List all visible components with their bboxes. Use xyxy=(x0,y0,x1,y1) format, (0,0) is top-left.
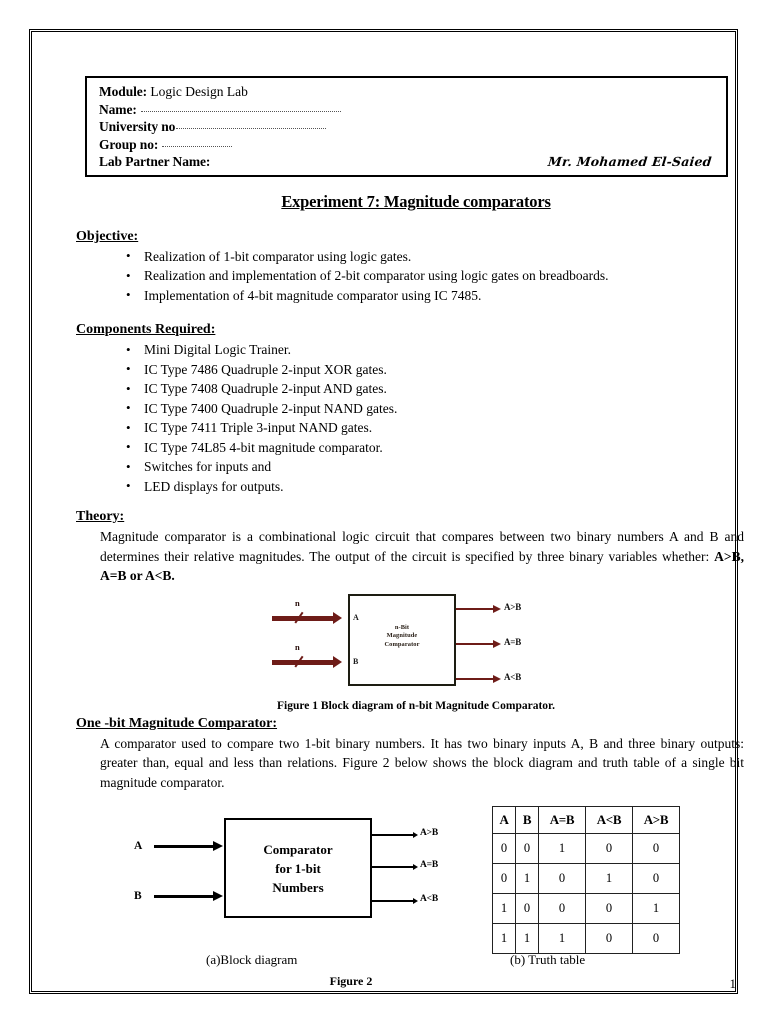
table-cell: 1 xyxy=(493,924,516,954)
truth-table xyxy=(492,806,680,954)
name-leader-line xyxy=(141,110,341,112)
lab-header-box xyxy=(85,76,728,177)
figure2-input-label-a: A xyxy=(134,840,143,852)
table-cell: 1 xyxy=(516,864,539,894)
objective-heading: Objective: xyxy=(76,228,139,244)
table-cell: 1 xyxy=(586,864,633,894)
list-item: • Realization and implementation of 2-bit comparator using logic gates on breadboards. xyxy=(144,266,756,286)
table-cell: 1 xyxy=(539,924,586,954)
figure1-output-arrow-gt xyxy=(456,608,494,611)
figure1-caption: Figure 1 Block diagram of n-bit Magnitude Comparator. xyxy=(277,699,555,712)
figure2-input-arrow-b xyxy=(154,895,214,898)
group-no-label: Group no: xyxy=(99,136,159,152)
list-item: • Implementation of 4-bit magnitude comparator using IC 7485. xyxy=(144,286,756,306)
table-cell: 0 xyxy=(516,834,539,864)
name-label: Name: xyxy=(99,101,137,117)
list-item: • LED displays for outputs. xyxy=(144,477,756,497)
figure2-caption-b: (b) Truth table xyxy=(510,952,586,967)
table-cell: 0 xyxy=(586,924,633,954)
module-label: Module: xyxy=(99,84,148,99)
list-item: • IC Type 74L85 4-bit magnitude comparator. xyxy=(144,438,756,458)
figure1-port-b: B xyxy=(353,656,359,666)
theory-heading: Theory: xyxy=(76,509,125,524)
figure2-comparator-block xyxy=(224,818,372,918)
table-header-cell: A xyxy=(493,807,516,834)
theory-relations-bold: A>B, A=B or A<B. xyxy=(100,548,744,583)
figure1-output-label-gt: A>B xyxy=(504,601,522,612)
table-cell: 0 xyxy=(493,834,516,864)
figure2-input-arrow-a xyxy=(154,845,214,848)
figure2-area xyxy=(76,802,756,952)
list-item: • IC Type 7400 Quadruple 2-input NAND gates. xyxy=(144,399,756,419)
lab-partner-label: Lab Partner Name: xyxy=(99,154,211,169)
table-header-cell: A<B xyxy=(586,807,633,834)
figure2-output-arrow-eq xyxy=(372,866,414,868)
table-header-row xyxy=(493,807,680,834)
components-list xyxy=(76,340,756,496)
table-cell: 0 xyxy=(633,864,680,894)
one-bit-comparator-paragraph: A comparator used to compare two 1-bit binary numbers. It has two binary inputs A, B and three binary outputs: greater than, equal and less than relations. Figure 2 below shows the block diagram and truth table of a single bit magnitude comparator. xyxy=(100,735,744,790)
figure1-bus-width-a: n xyxy=(295,597,300,608)
header-row-group xyxy=(99,136,716,154)
instructor-signature: Mr. Mohamed El-Saied xyxy=(547,154,713,169)
table-cell: 0 xyxy=(493,864,516,894)
group-leader-line xyxy=(162,145,232,147)
page-border xyxy=(31,31,744,992)
table-cell: 0 xyxy=(633,834,680,864)
figure2-caption-a: (a)Block diagram xyxy=(206,952,298,967)
header-row-lab-partner xyxy=(99,153,716,171)
list-item: • Realization of 1-bit comparator using logic gates. xyxy=(144,247,756,267)
module-value: Logic Design Lab xyxy=(150,84,248,99)
figure1-comparator-block xyxy=(348,594,456,686)
university-leader-line xyxy=(176,127,326,129)
figure2-output-label-gt: A>B xyxy=(420,828,439,838)
table-cell: 0 xyxy=(539,864,586,894)
figure1-block-label-line2: Magnitude xyxy=(386,632,418,640)
table-cell: 0 xyxy=(633,924,680,954)
header-row-module xyxy=(99,83,716,101)
figure2-output-arrow-gt xyxy=(372,834,414,836)
figure1-block-label xyxy=(350,624,454,650)
table-row xyxy=(493,834,680,864)
components-heading: Components Required: xyxy=(76,322,216,337)
figure2-block-label-line3: Numbers xyxy=(272,880,324,895)
list-item: • IC Type 7411 Triple 3-input NAND gates. xyxy=(144,418,756,438)
table-cell: 0 xyxy=(516,894,539,924)
header-row-name xyxy=(99,101,716,119)
objective-list xyxy=(76,247,756,306)
figure1-output-label-lt: A<B xyxy=(504,671,522,682)
figure1-input-arrow-b xyxy=(272,660,334,665)
table-header-cell: B xyxy=(516,807,539,834)
figure2-input-label-b: B xyxy=(134,890,142,902)
figure1-input-arrow-a xyxy=(272,616,334,621)
table-cell: 1 xyxy=(633,894,680,924)
table-header-cell: A=B xyxy=(539,807,586,834)
university-no-label: University no xyxy=(99,119,176,134)
figure2-block-label xyxy=(226,840,370,897)
figure1-output-arrow-eq xyxy=(456,643,494,646)
page-number: 1 xyxy=(729,976,736,991)
figure1-output-label-eq: A=B xyxy=(504,636,522,647)
figure2-number: Figure 2 xyxy=(329,974,373,988)
figure1-diagram xyxy=(76,590,756,698)
figure1-block-label-line1: n-Bit xyxy=(394,623,410,631)
table-row xyxy=(493,924,680,954)
table-header-cell: A>B xyxy=(633,807,680,834)
theory-paragraph xyxy=(76,527,756,586)
list-item: • Switches for inputs and xyxy=(144,457,756,477)
table-cell: 0 xyxy=(586,834,633,864)
page-title: Experiment 7: Magnitude comparators xyxy=(281,191,551,211)
figure1-block-label-line3: Comparator xyxy=(384,640,420,648)
figure1-port-a: A xyxy=(353,612,359,622)
figure2-captions xyxy=(76,952,756,970)
figure2-block-label-line2: for 1-bit xyxy=(275,861,321,876)
table-cell: 1 xyxy=(539,834,586,864)
theory-paragraph-text: Magnitude comparator is a combinational logic circuit that compares between two binary numbers A and B and determines their relative magnitudes. The output of the circuit is specified by three binary variables whether: xyxy=(100,529,744,564)
figure1-bus-width-b: n xyxy=(295,641,300,652)
figure1-output-arrow-lt xyxy=(456,678,494,681)
figure2-output-label-eq: A=B xyxy=(420,860,439,870)
page-content xyxy=(76,76,756,1014)
list-item: • IC Type 7486 Quadruple 2-input XOR gates. xyxy=(144,360,756,380)
figure2-output-label-lt: A<B xyxy=(420,894,439,904)
table-cell: 1 xyxy=(493,894,516,924)
table-cell: 0 xyxy=(539,894,586,924)
header-row-university xyxy=(99,118,716,136)
table-cell: 0 xyxy=(586,894,633,924)
list-item: • IC Type 7408 Quadruple 2-input AND gates. xyxy=(144,379,756,399)
one-bit-comparator-heading: One -bit Magnitude Comparator: xyxy=(76,715,278,731)
list-item: • Mini Digital Logic Trainer. xyxy=(144,340,756,360)
table-cell: 1 xyxy=(516,924,539,954)
figure2-output-arrow-lt xyxy=(372,900,414,902)
table-row xyxy=(493,864,680,894)
table-row xyxy=(493,894,680,924)
figure2-block-label-line1: Comparator xyxy=(263,842,333,857)
